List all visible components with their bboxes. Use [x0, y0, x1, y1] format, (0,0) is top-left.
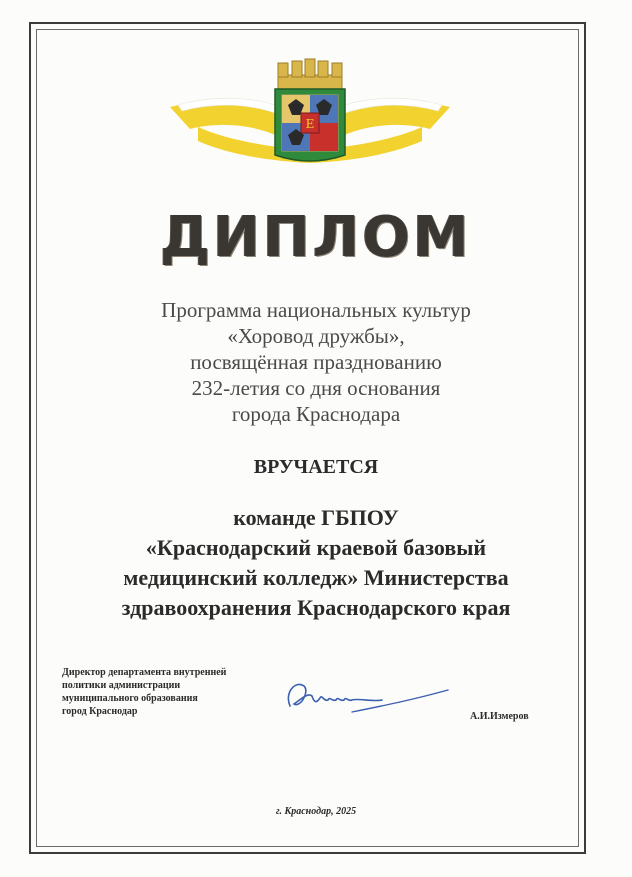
recipient-line: команде ГБПОУ [233, 505, 399, 530]
signer-name: А.И.Измеров [470, 711, 529, 722]
program-line: города Краснодара [231, 402, 401, 426]
recipient-block [0, 503, 632, 623]
awarded-heading: ВРУЧАЕТСЯ [253, 456, 379, 478]
program-line: Программа национальных культур [161, 298, 471, 322]
signer-position [62, 666, 282, 718]
program-line: посвящённая празднованию [190, 350, 442, 374]
program-description [0, 297, 632, 427]
recipient-line: здравоохранения Краснодарского края [121, 595, 511, 620]
program-line: 232-летия со дня основания [191, 376, 441, 400]
program-line: «Хоровод дружбы», [227, 324, 405, 348]
recipient-line: медицинский колледж» Министерства [123, 565, 509, 590]
signer-position-line: Директор департамента внутренней [62, 667, 227, 678]
recipient-line: «Краснодарский краевой базовый [145, 535, 487, 560]
signer-position-line: муниципального образования [62, 693, 198, 704]
signer-position-line: политики администрации [62, 680, 181, 691]
signature [282, 672, 452, 722]
krasnodar-coat-of-arms-icon [160, 55, 460, 180]
svg-text:Е: Е [305, 117, 315, 131]
signer-position-line: город Краснодар [62, 706, 138, 717]
diploma-title: ДИПЛОМ [160, 205, 472, 270]
place-and-date: г. Краснодар, 2025 [275, 806, 357, 817]
